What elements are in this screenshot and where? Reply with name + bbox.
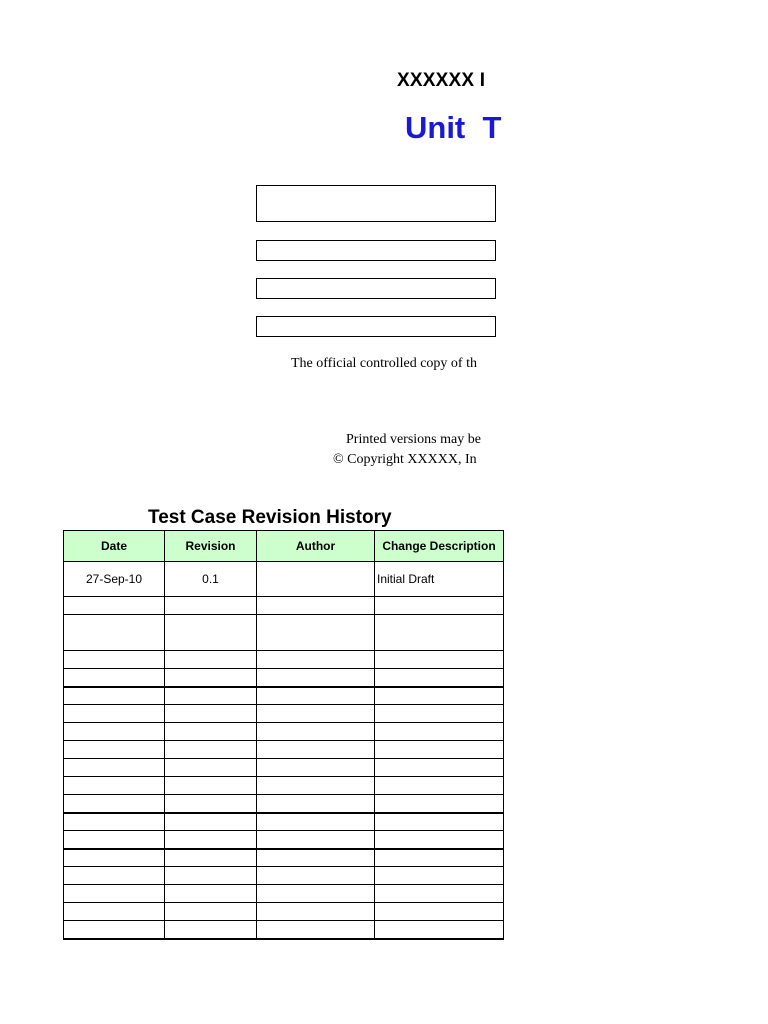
date-cell[interactable] [64, 813, 165, 831]
revision-header-row [64, 531, 504, 562]
date-cell[interactable] [64, 777, 165, 795]
table-row [64, 687, 504, 705]
table-row [64, 903, 504, 921]
table-row [64, 867, 504, 885]
table-row [64, 831, 504, 849]
revision-history-title: Test Case Revision History [148, 507, 392, 528]
company-name: XXXXXX I [397, 70, 486, 91]
change-description-cell[interactable] [375, 867, 504, 885]
author-cell[interactable] [257, 885, 375, 903]
change-description-cell[interactable] [375, 849, 504, 867]
author-cell[interactable] [257, 669, 375, 687]
date-cell[interactable] [64, 723, 165, 741]
date-cell[interactable]: 27-Sep-10 [64, 562, 165, 597]
author-cell[interactable] [257, 615, 375, 651]
date-cell[interactable] [64, 795, 165, 813]
author-cell[interactable] [257, 867, 375, 885]
revision-cell[interactable] [165, 831, 257, 849]
date-cell[interactable] [64, 651, 165, 669]
change-description-cell[interactable] [375, 705, 504, 723]
revision-cell[interactable] [165, 849, 257, 867]
revision-column-header: Revision [165, 531, 257, 562]
change-description-cell[interactable] [375, 651, 504, 669]
revision-cell[interactable] [165, 597, 257, 615]
controlled-copy-notice: The official controlled copy of th [291, 356, 477, 371]
table-row [64, 615, 504, 651]
test-case-name-field[interactable] [256, 185, 496, 222]
author-cell[interactable] [257, 562, 375, 597]
change-description-cell[interactable] [375, 723, 504, 741]
change-description-cell[interactable] [375, 759, 504, 777]
date-cell[interactable] [64, 687, 165, 705]
date-cell[interactable] [64, 615, 165, 651]
revision-cell[interactable] [165, 813, 257, 831]
date-cell[interactable] [64, 597, 165, 615]
author-cell[interactable] [257, 921, 375, 939]
revision-cell[interactable] [165, 867, 257, 885]
author-cell[interactable] [257, 777, 375, 795]
change-description-cell[interactable]: Initial Draft [375, 562, 504, 597]
date-cell[interactable] [64, 705, 165, 723]
table-row [64, 651, 504, 669]
table-row [64, 669, 504, 687]
revision-cell[interactable] [165, 669, 257, 687]
table-row [64, 597, 504, 615]
table-row [64, 777, 504, 795]
test-lead-field[interactable] [256, 278, 496, 299]
revision-cell[interactable] [165, 921, 257, 939]
change-description-cell[interactable] [375, 831, 504, 849]
date-cell[interactable] [64, 885, 165, 903]
revision-cell[interactable] [165, 741, 257, 759]
date-column-header: Date [64, 531, 165, 562]
test-case-scope-field[interactable] [256, 240, 496, 261]
table-row [64, 813, 504, 831]
author-cell[interactable] [257, 651, 375, 669]
author-column-header: Author [257, 531, 375, 562]
author-cell[interactable] [257, 849, 375, 867]
change-description-cell[interactable] [375, 615, 504, 651]
author-cell[interactable] [257, 813, 375, 831]
author-cell[interactable] [257, 795, 375, 813]
change-description-cell[interactable] [375, 687, 504, 705]
revision-cell[interactable] [165, 651, 257, 669]
author-cell[interactable] [257, 705, 375, 723]
revision-cell[interactable] [165, 759, 257, 777]
revision-cell[interactable] [165, 705, 257, 723]
revision-cell[interactable] [165, 723, 257, 741]
table-row [64, 705, 504, 723]
change-description-cell[interactable] [375, 903, 504, 921]
revision-cell[interactable] [165, 615, 257, 651]
date-cell[interactable] [64, 759, 165, 777]
change-description-cell[interactable] [375, 921, 504, 939]
table-row [64, 562, 504, 597]
document-title: Unit T [405, 110, 502, 145]
date-cell[interactable] [64, 669, 165, 687]
author-cell[interactable] [257, 687, 375, 705]
change-description-column-header: Change Description [375, 531, 504, 562]
author-field[interactable] [256, 316, 496, 337]
author-cell[interactable] [257, 903, 375, 921]
date-cell[interactable] [64, 921, 165, 939]
author-cell[interactable] [257, 723, 375, 741]
date-cell[interactable] [64, 849, 165, 867]
revision-cell[interactable] [165, 687, 257, 705]
date-cell[interactable] [64, 867, 165, 885]
table-row [64, 759, 504, 777]
change-description-cell[interactable] [375, 813, 504, 831]
printed-versions-notice: Printed versions may be [346, 432, 481, 447]
date-cell[interactable] [64, 903, 165, 921]
table-row [64, 885, 504, 903]
table-row [64, 723, 504, 741]
author-cell[interactable] [257, 597, 375, 615]
change-description-cell[interactable] [375, 741, 504, 759]
revision-cell[interactable] [165, 903, 257, 921]
change-description-cell[interactable] [375, 597, 504, 615]
table-row [64, 849, 504, 867]
revision-cell[interactable] [165, 795, 257, 813]
copyright-notice: © Copyright XXXXX, In [333, 452, 477, 467]
revision-rows [64, 562, 504, 939]
revision-cell[interactable]: 0.1 [165, 562, 257, 597]
change-description-cell[interactable] [375, 885, 504, 903]
table-row [64, 795, 504, 813]
author-cell[interactable] [257, 759, 375, 777]
change-description-cell[interactable] [375, 777, 504, 795]
table-row [64, 741, 504, 759]
table-row [64, 921, 504, 939]
revision-cell[interactable] [165, 885, 257, 903]
revision-cell[interactable] [165, 777, 257, 795]
change-description-cell[interactable] [375, 795, 504, 813]
author-cell[interactable] [257, 831, 375, 849]
date-cell[interactable] [64, 831, 165, 849]
date-cell[interactable] [64, 741, 165, 759]
revision-history-table [63, 530, 504, 940]
change-description-cell[interactable] [375, 669, 504, 687]
author-cell[interactable] [257, 741, 375, 759]
